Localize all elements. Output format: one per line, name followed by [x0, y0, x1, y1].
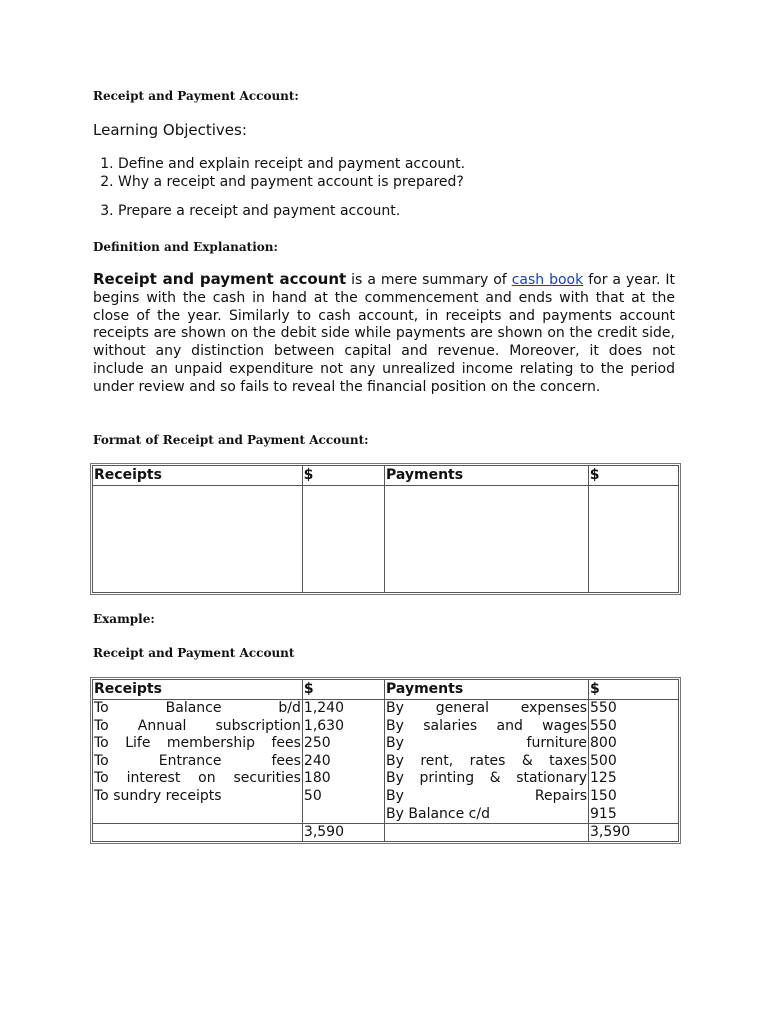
payment-line	[386, 735, 587, 753]
payments-column	[385, 700, 589, 824]
receipt-amounts-column	[302, 700, 384, 824]
payment-line-word: rates	[469, 752, 506, 769]
payment-line-word: stationary	[516, 770, 587, 787]
receipt-line-word: Balance	[165, 700, 222, 716]
payment-line-word: Repairs	[534, 787, 588, 804]
payment-line-word: By	[386, 787, 404, 804]
cash-book-link[interactable]: cash book	[511, 272, 584, 288]
payment-line-word: &	[489, 770, 501, 787]
header-payments: Payments	[384, 466, 588, 486]
objective-item: 3. Prepare a receipt and payment account.	[118, 202, 465, 220]
amount-value: 50	[303, 787, 322, 804]
receipt-line-word: subscription	[215, 717, 301, 734]
empty-cell	[93, 486, 303, 593]
amount-value: 550	[590, 700, 617, 716]
header-receipts: Receipts	[93, 466, 303, 486]
empty-cell	[93, 824, 303, 842]
payment-line-word: expenses	[520, 700, 588, 716]
receipt-line-word: Entrance	[158, 752, 222, 769]
example-heading: Example:	[93, 612, 155, 626]
blank-line	[94, 806, 301, 824]
example-table	[92, 679, 679, 842]
amount-value: 240	[303, 752, 331, 769]
payment-line-word: By	[386, 770, 404, 787]
amount-value: 250	[303, 735, 331, 752]
header-payments: Payments	[385, 680, 589, 700]
example-title: Receipt and Payment Account	[93, 646, 295, 660]
amount-value: 1,240	[303, 700, 344, 716]
empty-cell	[385, 824, 589, 842]
receipt-line-word: securities	[233, 770, 301, 787]
receipt-line-word: Life	[125, 735, 151, 752]
payment-line-word: printing	[419, 770, 475, 787]
header-amount: $	[302, 680, 384, 700]
payment-line-word: By	[386, 717, 404, 734]
receipt-line-word: fees	[271, 735, 301, 752]
learning-objectives-heading: Learning Objectives:	[93, 121, 247, 139]
receipt-line-word: To	[94, 770, 109, 787]
header-receipts: Receipts	[93, 680, 303, 700]
payment-line-word: general	[435, 700, 489, 716]
definition-heading: Definition and Explanation:	[93, 240, 278, 254]
receipt-line-word: To	[94, 717, 109, 734]
receipt-line-word: To	[94, 700, 109, 716]
empty-cell	[302, 486, 384, 593]
receipt-line-word: interest	[126, 770, 181, 787]
payment-line-word: By	[386, 700, 404, 716]
receipt-line-word: To sundry receipts	[94, 787, 222, 804]
payment-line	[386, 806, 587, 824]
payment-line-word: By Balance c/d	[386, 805, 490, 822]
payment-amounts-column	[589, 700, 679, 824]
empty-cell	[384, 486, 588, 593]
header-amount: $	[589, 680, 679, 700]
header-amount: $	[588, 466, 678, 486]
amount-value: 125	[590, 770, 617, 787]
format-heading: Format of Receipt and Payment Account:	[93, 433, 369, 447]
payment-line-word: By	[386, 735, 404, 752]
receipt-line-word: To	[94, 752, 109, 769]
receipt-line	[94, 718, 301, 736]
receipt-total: 3,590	[302, 824, 384, 842]
format-table	[92, 465, 679, 593]
payment-line	[386, 718, 587, 736]
receipt-line-word: membership	[166, 735, 255, 752]
receipt-line	[94, 700, 301, 718]
definition-text-1: is a mere summary of	[346, 272, 512, 288]
payment-line	[386, 788, 587, 806]
amount-value: 915	[590, 805, 617, 822]
header-amount: $	[302, 466, 384, 486]
page-title: Receipt and Payment Account:	[93, 89, 299, 103]
payment-line-word: furniture	[526, 735, 588, 752]
definition-paragraph	[93, 271, 675, 397]
receipt-line	[94, 788, 301, 806]
payment-total: 3,590	[589, 824, 679, 842]
objective-item: 2. Why a receipt and payment account is prepared?	[118, 173, 465, 191]
blank-line	[304, 806, 383, 824]
payment-line-word: salaries	[423, 717, 478, 734]
payment-line-word: and	[496, 717, 523, 734]
payment-line-word: &	[521, 752, 533, 769]
receipt-line-word: Annual	[137, 717, 187, 734]
payment-line-word: taxes	[549, 752, 587, 769]
receipt-line	[94, 753, 301, 771]
definition-text-2: for a year. It begins with the cash in hand at the commencement and ends with that at the close of the year. Similarly to cash account, in receipts and payments account receipts are shown on the debit side while payments are shown on the credit side, without any distinction between capital and revenue. Moreover, it does not include an unpaid expenditure not any unrealized income relating to the period under review and so fails to reveal the financial position on the concern.	[93, 272, 675, 395]
payment-line-word: By	[386, 752, 404, 769]
receipts-column	[93, 700, 303, 824]
receipt-line	[94, 770, 301, 788]
objective-item: 1. Define and explain receipt and payment account.	[118, 155, 465, 173]
receipt-line-word: To	[94, 735, 109, 752]
objectives-list	[94, 155, 465, 220]
payment-line-word: wages	[542, 717, 587, 734]
amount-value: 150	[590, 787, 617, 804]
amount-value: 1,630	[303, 717, 344, 734]
amount-value: 180	[303, 770, 331, 787]
empty-cell	[588, 486, 678, 593]
payment-line	[386, 700, 587, 718]
payment-line-word: rent,	[420, 752, 454, 769]
amount-value: 800	[590, 735, 617, 752]
receipt-line-word: fees	[271, 752, 301, 769]
amount-value: 500	[590, 752, 617, 769]
payment-line	[386, 753, 587, 771]
receipt-line	[94, 735, 301, 753]
receipt-line-word: b/d	[278, 700, 301, 716]
definition-lead: Receipt and payment account	[93, 270, 347, 288]
receipt-line-word: on	[198, 770, 216, 787]
amount-value: 550	[590, 717, 617, 734]
payment-line	[386, 770, 587, 788]
